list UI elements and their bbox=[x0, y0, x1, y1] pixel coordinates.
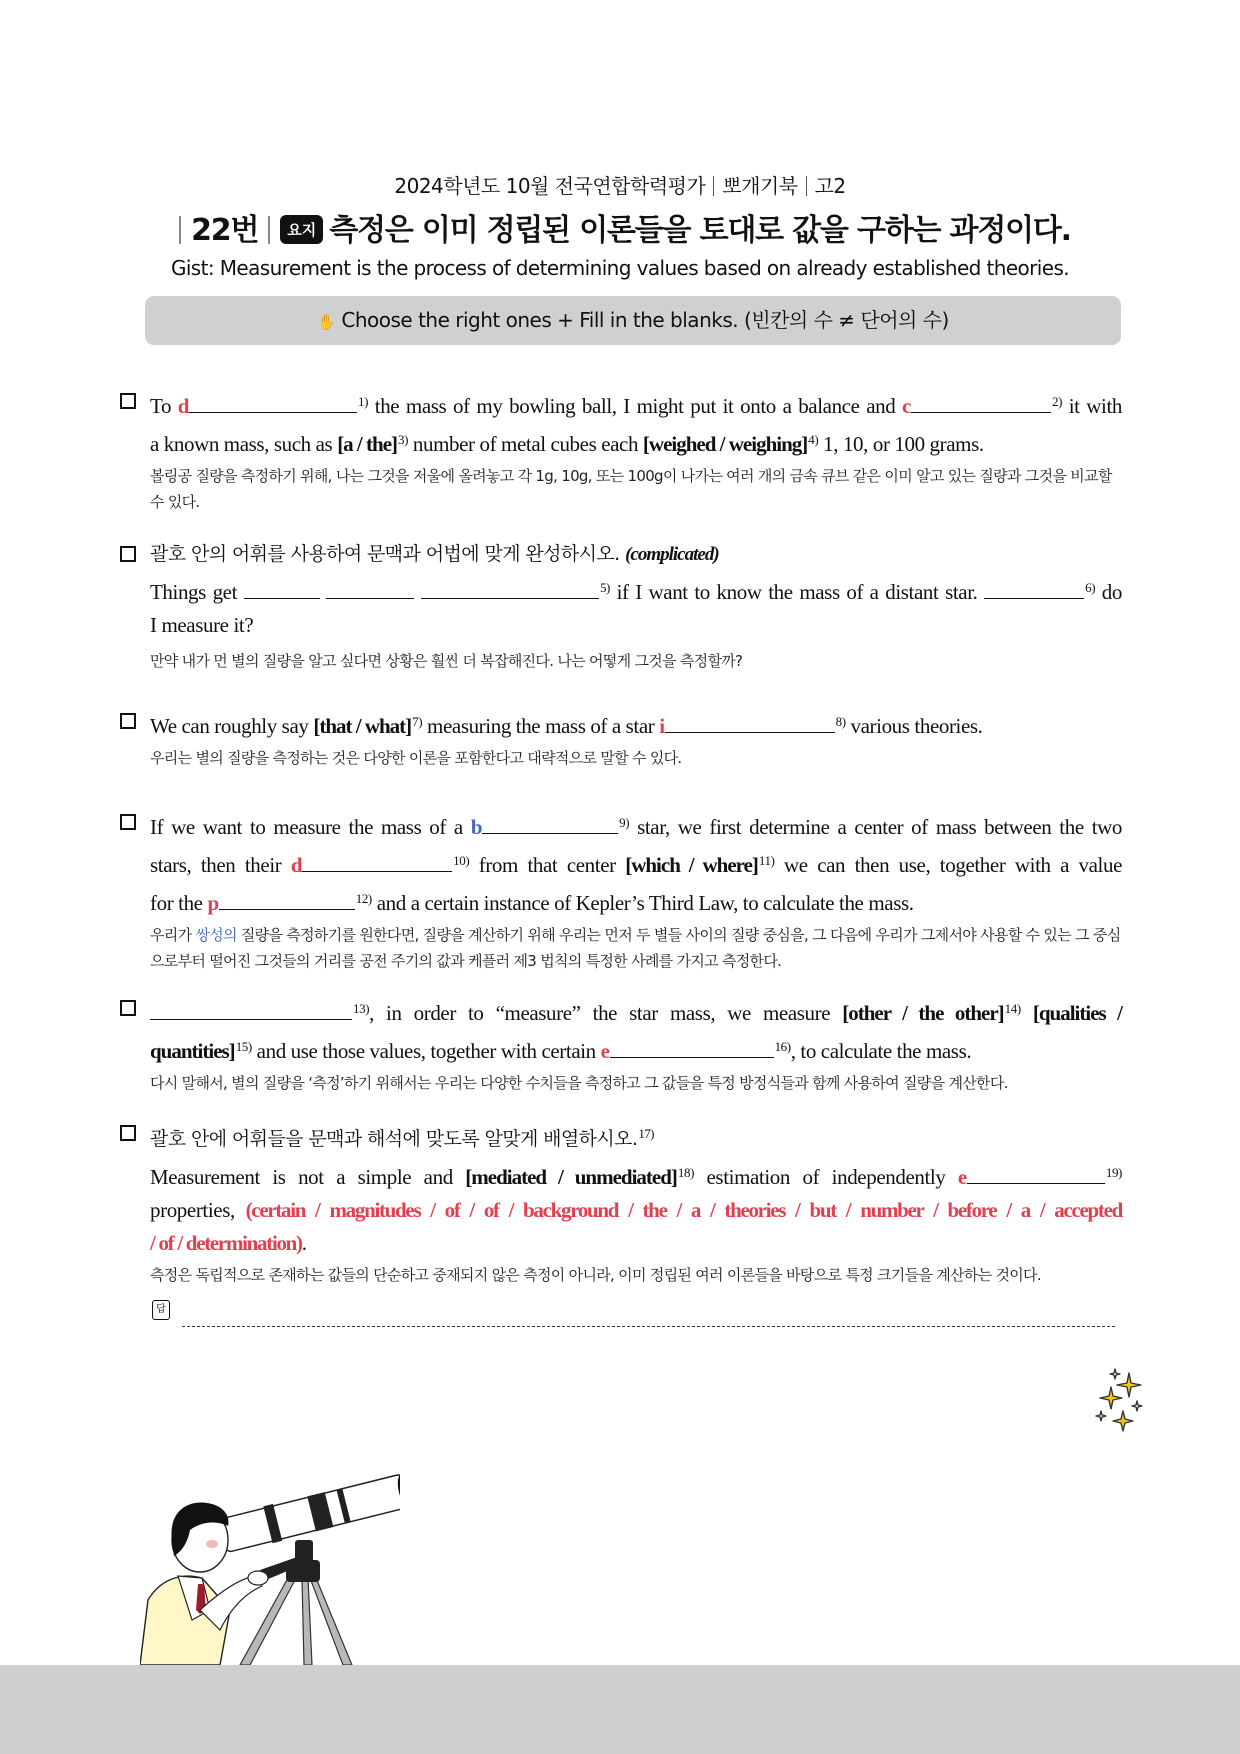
checkbox[interactable] bbox=[120, 393, 136, 409]
hint-letter: p bbox=[207, 891, 219, 915]
given-word: (complicated) bbox=[625, 544, 719, 565]
gist-text: Gist: Measurement is the process of determining values based on already established theories. bbox=[170, 256, 1070, 280]
divider bbox=[268, 216, 270, 244]
sentence-line: To d $^{1)}$ the mass of my bowling ball, I might put it onto a balance and c $^{2)}$ it with bbox=[150, 394, 1122, 418]
sparkles-icon bbox=[1093, 1365, 1153, 1435]
blank-2[interactable] bbox=[911, 394, 1051, 413]
book-name: 뽀개기북 bbox=[722, 174, 798, 198]
answer-area bbox=[150, 1300, 1115, 1340]
choice-3[interactable]: [a / the] bbox=[337, 432, 398, 456]
question-item-1 bbox=[120, 385, 1122, 515]
sentence-line: a known mass, such as [a / the]$^{3)}$ number of metal cubes each [weighed / weighing]$^{4)}$ 1, 10, or 100 grams. bbox=[150, 432, 984, 456]
sentence-line: stars, then their d $^{10)}$ from that center [which / where]$^{11)}$ we can then use, together with a value bbox=[150, 853, 1122, 877]
choice-7[interactable]: [that / what] bbox=[313, 714, 412, 738]
question-item-3 bbox=[120, 705, 1122, 771]
question-item-4 bbox=[120, 806, 1122, 974]
exam-name: 2024학년도 10월 전국연합학력평가 bbox=[394, 174, 706, 198]
item-heading: 괄호 안의 어휘를 사용하여 문맥과 어법에 맞게 완성하시오. (complicated) bbox=[150, 543, 719, 565]
sentence-line: properties, (certain / magnitudes / of / of / background / the / a / theories / but / number / before / a / accepted bbox=[150, 1198, 1122, 1222]
hint-letter: d bbox=[290, 853, 303, 877]
word-bank-cont: / of / determination) bbox=[150, 1231, 302, 1255]
blank-19[interactable] bbox=[967, 1165, 1105, 1184]
title-text: 측정은 이미 정립된 이론들을 토대로 값을 구하는 과정이다. bbox=[329, 213, 1071, 248]
hand-icon: ✋ bbox=[317, 313, 336, 331]
choice-15[interactable]: [qualities / bbox=[1032, 1001, 1122, 1025]
sentence-line: I measure it? bbox=[150, 613, 254, 637]
hint-letter: i bbox=[659, 714, 665, 738]
choice-18[interactable]: [mediated / unmediated] bbox=[465, 1165, 677, 1189]
question-item-2 bbox=[120, 538, 1122, 674]
highlighted-term: 쌍성의 bbox=[195, 926, 237, 944]
page-footer bbox=[0, 1665, 1240, 1754]
blank-5a[interactable] bbox=[244, 580, 320, 599]
divider bbox=[806, 176, 807, 196]
word-bank: (certain / magnitudes / of / of / background / the / a / theories / but / number / before / a / accepted bbox=[245, 1198, 1122, 1222]
translation: 우리는 별의 질량을 측정하는 것은 다양한 이론을 포함한다고 대략적으로 말할 수 있다. bbox=[150, 749, 682, 767]
sentence-line: If we want to measure the mass of a b $^{9)}$ star, we first determine a center of mass between the two bbox=[150, 815, 1122, 839]
question-item-6 bbox=[120, 1117, 1122, 1288]
checkbox[interactable] bbox=[120, 713, 136, 729]
grade: 고2 bbox=[814, 174, 846, 198]
blank-9[interactable] bbox=[482, 815, 618, 834]
sentence-line: for the p $^{12)}$ and a certain instance of Kepler’s Third Law, to calculate the mass. bbox=[150, 891, 914, 915]
question-item-5 bbox=[120, 992, 1122, 1096]
translation: 만약 내가 먼 별의 질량을 알고 싶다면 상황은 훨씬 더 복잡해진다. 나는 어떻게 그것을 측정할까? bbox=[150, 652, 743, 670]
hint-letter: d bbox=[177, 394, 190, 418]
blank-5b[interactable] bbox=[326, 580, 414, 599]
blank-8[interactable] bbox=[665, 714, 835, 733]
page-title bbox=[0, 205, 1240, 249]
translation: 우리가 쌍성의 질량을 측정하기를 원한다면, 질량을 계산하기 위해 우리는 먼저 두 별들 사이의 질량 중심을, 그 다음에 우리가 그제서야 사용할 수 있는 그 중심으로부터 떨어진 그것들의 거리를 공전 주기의 값과 케플러 제3 법칙의 특정한 사례를 가지고 측정한다. bbox=[150, 926, 1121, 970]
instruction-text: Choose the right ones + Fill in the blanks. (빈칸의 수 ≠ 단어의 수) bbox=[341, 308, 949, 332]
choice-15-cont[interactable]: quantities] bbox=[150, 1039, 235, 1063]
hint-letter: e bbox=[600, 1039, 610, 1063]
translation: 측정은 독립적으로 존재하는 값들의 단순하고 중재되지 않은 측정이 아니라, 이미 정립된 여러 이론들을 바탕으로 특정 크기들을 계산하는 것이다. bbox=[150, 1266, 1041, 1284]
blank-1[interactable] bbox=[189, 394, 357, 413]
sentence-line: Measurement is not a simple and [mediated / unmediated]$^{18)}$ estimation of independently e $^{19)}$ bbox=[150, 1165, 1122, 1189]
checkbox[interactable] bbox=[120, 1125, 136, 1141]
translation: 볼링공 질량을 측정하기 위해, 나는 그것을 저울에 올려놓고 각 1g, 10g, 또는 100g이 나가는 여러 개의 금속 큐브 같은 이미 알고 있는 질량과 그것을 비교할 수 있다. bbox=[150, 467, 1112, 511]
choice-11[interactable]: [which / where] bbox=[625, 853, 758, 877]
divider bbox=[179, 216, 181, 244]
sentence-line: Things get $^{5)}$ if I want to know the mass of a distant star. $^{6)}$ do bbox=[150, 580, 1122, 604]
blank-16[interactable] bbox=[610, 1039, 774, 1058]
choice-14[interactable]: [other / the other] bbox=[842, 1001, 1004, 1025]
question-number: 22번 bbox=[191, 213, 259, 248]
answer-label: 답 bbox=[152, 1300, 170, 1320]
instruction-banner bbox=[145, 296, 1121, 345]
choice-4[interactable]: [weighed / weighing] bbox=[642, 432, 808, 456]
exam-subtitle bbox=[0, 170, 1240, 199]
blank-12[interactable] bbox=[219, 891, 355, 910]
checkbox[interactable] bbox=[120, 814, 136, 830]
blank-13[interactable] bbox=[150, 1001, 352, 1020]
checkbox[interactable] bbox=[120, 546, 136, 562]
divider bbox=[713, 176, 714, 196]
hint-letter: c bbox=[902, 394, 911, 418]
translation: 다시 말해서, 별의 질량을 ‘측정’하기 위해서는 우리는 다양한 수치들을 측정하고 그 값들을 특정 방정식들과 함께 사용하여 질량을 계산한다. bbox=[150, 1074, 1008, 1092]
answer-line[interactable] bbox=[182, 1326, 1115, 1327]
sentence-line: $^{13)}$, in order to “measure” the star mass, we measure [other / the other]$^{14)}$ [qualities / bbox=[150, 992, 1122, 1030]
item-heading: 괄호 안에 어휘들을 문맥과 해석에 맞도록 알맞게 배열하시오.$^{17)}$ bbox=[150, 1126, 654, 1150]
blank-5c[interactable] bbox=[421, 580, 599, 599]
sentence-line: / of / determination). bbox=[150, 1231, 307, 1255]
blank-10[interactable] bbox=[302, 853, 452, 872]
hint-letter: b bbox=[470, 815, 483, 839]
sentence-line: We can roughly say [that / what]$^{7)}$ measuring the mass of a star i $^{8)}$ various theories. bbox=[150, 714, 983, 738]
checkbox[interactable] bbox=[120, 1000, 136, 1016]
gist-badge: 요지 bbox=[280, 215, 323, 244]
hint-letter: e bbox=[957, 1165, 967, 1189]
sentence-line: quantities]$^{15)}$ and use those values, together with certain e $^{16)}$, to calculate the mass. bbox=[150, 1039, 972, 1063]
student-telescope-illustration bbox=[140, 1460, 400, 1665]
blank-6[interactable] bbox=[984, 580, 1084, 599]
